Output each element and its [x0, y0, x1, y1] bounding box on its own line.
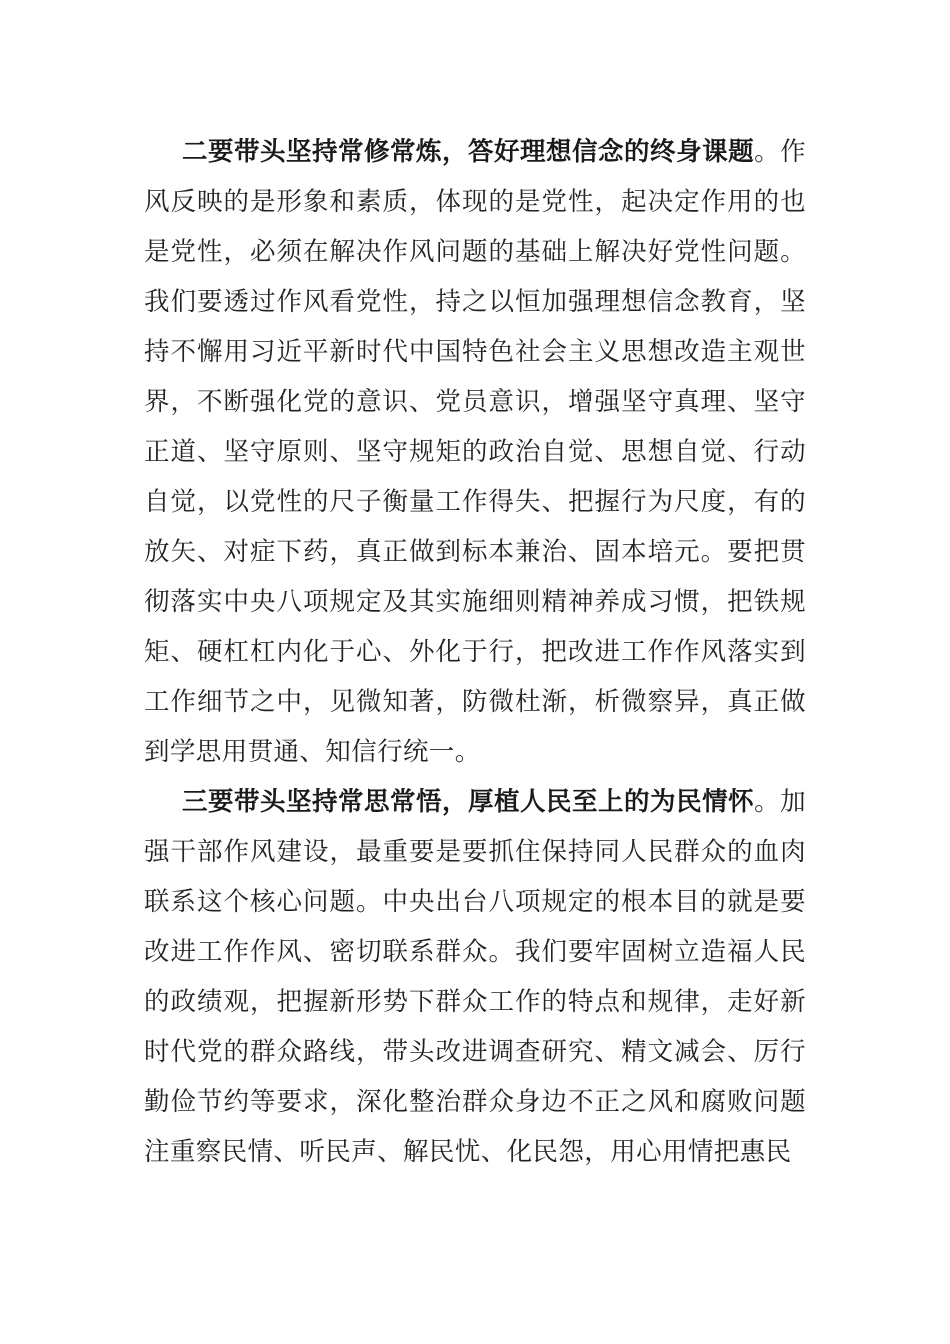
paragraph-two-text: 。作风反映的是形象和素质，体现的是党性，起决定作用的也是党性，必须在解决作风问题的基础上解决好党性问题。我们要透过作风看党性，持之以恒加强理想信念教育，坚持不懈用习近平新时代中国特色社会主义思想改造主观世界，不断强化党的意识、党员意识，增强坚守真理、坚守正道、坚守原则、坚守规矩的政治自觉、思想自觉、行动自觉，以党性的尺子衡量工作得失、把握行为尺度，有的放矢、对症下药，真正做到标本兼治、固本培元。要把贯彻落实中央八项规定及其实施细则精神养成习惯，把铁规矩、硬杠杠内化于心、外化于行，把改进工作作风落实到工作细节之中，见微知著，防微杜渐，析微察异，真正做到学思用贯通、知信行统一。	[144, 137, 806, 767]
paragraph-three	[144, 777, 806, 1177]
paragraph-two	[144, 127, 806, 777]
document-body	[144, 127, 806, 1177]
paragraph-two-heading: 二要带头坚持常修常炼，答好理想信念的终身课题	[182, 137, 755, 167]
paragraph-three-heading: 三要带头坚持常思常悟，厚植人民至上的为民情怀	[182, 787, 755, 817]
paragraph-three-text: 。加强干部作风建设，最重要是要抓住保持同人民群众的血肉联系这个核心问题。中央出台八项规定的根本目的就是要改进工作作风、密切联系群众。我们要牢固树立造福人民的政绩观，把握新形势下群众工作的特点和规律，走好新时代党的群众路线，带头改进调查研究、精文减会、厉行勤俭节约等要求，深化整治群众身边不正之风和腐败问题注重察民情、听民声、解民忧、化民怨，用心用情把惠民	[144, 787, 806, 1167]
